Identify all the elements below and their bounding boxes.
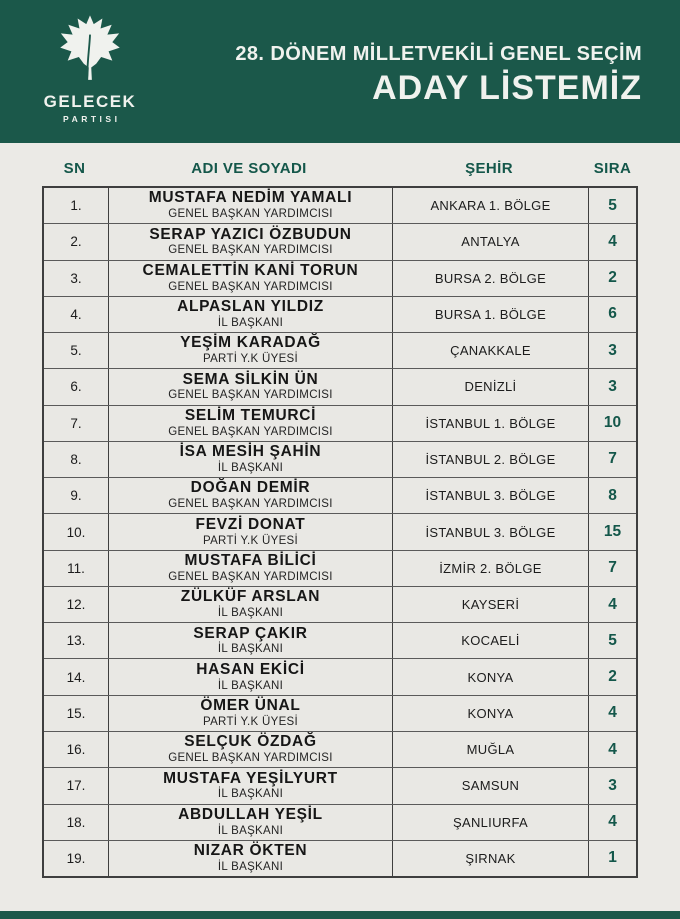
candidate-name: HASAN EKİCİ bbox=[196, 660, 305, 678]
candidate-cell bbox=[109, 659, 393, 694]
candidate-cell bbox=[109, 732, 393, 767]
sn-cell: 4. bbox=[44, 297, 109, 332]
sn-cell: 12. bbox=[44, 587, 109, 622]
table-row bbox=[44, 587, 636, 623]
sn-cell: 6. bbox=[44, 369, 109, 404]
sn-cell: 17. bbox=[44, 768, 109, 803]
candidate-name: ALPASLAN YILDIZ bbox=[177, 298, 324, 316]
table-row bbox=[44, 369, 636, 405]
order-cell: 8 bbox=[608, 486, 617, 504]
candidate-cell bbox=[109, 261, 393, 296]
city-cell: İSTANBUL 3. BÖLGE bbox=[393, 514, 589, 549]
candidate-title: GENEL BAŞKAN YARDIMCISI bbox=[168, 570, 333, 583]
sn-cell: 14. bbox=[44, 659, 109, 694]
sn-cell: 18. bbox=[44, 805, 109, 840]
city-cell: İSTANBUL 3. BÖLGE bbox=[393, 478, 589, 513]
candidate-cell bbox=[109, 442, 393, 477]
candidate-title: PARTİ Y.K ÜYESİ bbox=[202, 534, 299, 547]
candidate-name: ÖMER ÜNAL bbox=[200, 697, 301, 715]
header-banner bbox=[0, 0, 680, 143]
candidate-cell bbox=[109, 478, 393, 513]
column-header-sn: SN bbox=[63, 159, 86, 177]
table-row bbox=[44, 188, 636, 224]
candidate-title: GENEL BAŞKAN YARDIMCISI bbox=[168, 280, 333, 293]
candidate-cell bbox=[109, 224, 393, 259]
candidate-table bbox=[42, 186, 638, 878]
sn-cell: 11. bbox=[44, 551, 109, 586]
city-cell: MUĞLA bbox=[393, 732, 589, 767]
order-cell: 3 bbox=[608, 377, 617, 395]
city-cell: SAMSUN bbox=[393, 768, 589, 803]
sn-cell: 10. bbox=[44, 514, 109, 549]
order-cell: 7 bbox=[608, 450, 617, 468]
candidate-title: İL BAŞKANI bbox=[217, 316, 284, 329]
order-cell: 10 bbox=[603, 414, 622, 432]
order-cell: 2 bbox=[608, 668, 617, 686]
city-cell: ÇANAKKALE bbox=[393, 333, 589, 368]
city-cell: ŞIRNAK bbox=[393, 841, 589, 876]
title-line1: 28. DÖNEM MİLLETVEKİLİ GENEL SEÇİM bbox=[235, 43, 642, 65]
sn-cell: 2. bbox=[44, 224, 109, 259]
order-cell: 5 bbox=[608, 631, 617, 649]
city-cell: İZMİR 2. BÖLGE bbox=[393, 551, 589, 586]
column-header-sira: SIRA bbox=[593, 159, 632, 177]
sn-cell: 16. bbox=[44, 732, 109, 767]
candidate-name: MUSTAFA NEDİM YAMALI bbox=[148, 189, 353, 207]
candidate-name: SERAP YAZICI ÖZBUDUN bbox=[149, 225, 352, 243]
order-cell: 4 bbox=[608, 232, 617, 250]
candidate-cell bbox=[109, 406, 393, 441]
table-row bbox=[44, 333, 636, 369]
candidate-title: İL BAŞKANI bbox=[217, 607, 284, 620]
city-cell: KOCAELİ bbox=[393, 623, 589, 658]
city-cell: ŞANLIURFA bbox=[393, 805, 589, 840]
candidate-cell bbox=[109, 514, 393, 549]
table-row bbox=[44, 805, 636, 841]
order-cell: 3 bbox=[608, 776, 617, 794]
candidate-cell bbox=[109, 188, 393, 223]
city-cell: KONYA bbox=[393, 659, 589, 694]
city-cell: İSTANBUL 1. BÖLGE bbox=[393, 406, 589, 441]
table-row bbox=[44, 659, 636, 695]
city-cell: İSTANBUL 2. BÖLGE bbox=[393, 442, 589, 477]
candidate-title: İL BAŞKANI bbox=[217, 462, 284, 474]
title-line2: ADAY LİSTEMİZ bbox=[372, 69, 642, 107]
candidate-title: İL BAŞKANI bbox=[217, 824, 284, 837]
candidate-name: MUSTAFA BİLİCİ bbox=[184, 551, 317, 569]
sn-cell: 9. bbox=[44, 478, 109, 513]
order-cell: 4 bbox=[608, 704, 617, 722]
table-row bbox=[44, 261, 636, 297]
order-cell: 6 bbox=[608, 305, 617, 323]
candidate-name: NIZAR ÖKTEN bbox=[193, 842, 308, 860]
table-row bbox=[44, 551, 636, 587]
order-cell: 7 bbox=[608, 559, 617, 577]
table-row bbox=[44, 406, 636, 442]
order-cell: 3 bbox=[608, 341, 617, 359]
table-row bbox=[44, 623, 636, 659]
sn-cell: 15. bbox=[44, 696, 109, 731]
sn-cell: 5. bbox=[44, 333, 109, 368]
candidate-title: GENEL BAŞKAN YARDIMCISI bbox=[168, 208, 333, 221]
candidate-title: GENEL BAŞKAN YARDIMCISI bbox=[168, 752, 333, 765]
table-row bbox=[44, 478, 636, 514]
table-row bbox=[44, 768, 636, 804]
table-row bbox=[44, 841, 636, 876]
sn-cell: 8. bbox=[44, 442, 109, 477]
column-header-city: ŞEHİR bbox=[465, 159, 513, 177]
candidate-cell bbox=[109, 841, 393, 876]
party-subtitle: PARTISI bbox=[63, 113, 121, 124]
order-cell: 5 bbox=[608, 196, 617, 214]
sn-cell: 13. bbox=[44, 623, 109, 658]
candidate-cell bbox=[109, 696, 393, 731]
candidate-cell bbox=[109, 369, 393, 404]
candidate-name: DOĞAN DEMİR bbox=[190, 479, 311, 497]
candidate-cell bbox=[109, 297, 393, 332]
candidate-name: YEŞİM KARADAĞ bbox=[180, 334, 321, 352]
candidate-cell bbox=[109, 333, 393, 368]
candidate-name: ABDULLAH YEŞİL bbox=[178, 805, 323, 823]
party-logo bbox=[30, 14, 150, 124]
sn-cell: 7. bbox=[44, 406, 109, 441]
candidate-title: GENEL BAŞKAN YARDIMCISI bbox=[168, 498, 333, 511]
candidate-title: GENEL BAŞKAN YARDIMCISI bbox=[168, 244, 333, 257]
candidate-name: FEVZİ DONAT bbox=[195, 515, 306, 533]
candidate-title: İL BAŞKANI bbox=[217, 679, 284, 692]
candidate-name: MUSTAFA YEŞİLYURT bbox=[163, 769, 338, 787]
candidate-title: GENEL BAŞKAN YARDIMCISI bbox=[168, 389, 333, 402]
candidate-name: CEMALETTİN KANİ TORUN bbox=[142, 261, 359, 279]
candidate-cell bbox=[109, 623, 393, 658]
candidate-cell bbox=[109, 805, 393, 840]
table-row bbox=[44, 442, 636, 478]
candidate-title: İL BAŞKANI bbox=[217, 643, 284, 656]
order-cell: 15 bbox=[603, 523, 622, 541]
candidate-name: İSA MESİH ŞAHİN bbox=[179, 443, 322, 461]
table-row bbox=[44, 732, 636, 768]
order-cell: 4 bbox=[608, 813, 617, 831]
city-cell: BURSA 2. BÖLGE bbox=[393, 261, 589, 296]
city-cell: KONYA bbox=[393, 696, 589, 731]
candidate-name: SERAP ÇAKIR bbox=[193, 624, 308, 642]
candidate-title: PARTİ Y.K ÜYESİ bbox=[202, 715, 299, 728]
city-cell: DENİZLİ bbox=[393, 369, 589, 404]
table-row bbox=[44, 514, 636, 550]
table-row bbox=[44, 224, 636, 260]
order-cell: 1 bbox=[608, 849, 617, 867]
candidate-cell bbox=[109, 551, 393, 586]
candidate-name: SEMA SİLKİN ÜN bbox=[182, 370, 319, 388]
city-cell: ANTALYA bbox=[393, 224, 589, 259]
candidate-cell bbox=[109, 768, 393, 803]
footer-bar bbox=[0, 911, 680, 919]
city-cell: BURSA 1. BÖLGE bbox=[393, 297, 589, 332]
candidate-name: SELÇUK ÖZDAĞ bbox=[184, 733, 317, 751]
sn-cell: 3. bbox=[44, 261, 109, 296]
order-cell: 2 bbox=[608, 269, 617, 287]
candidate-name: SELİM TEMURCİ bbox=[184, 406, 317, 424]
sn-cell: 1. bbox=[44, 188, 109, 223]
page-title bbox=[235, 42, 642, 108]
order-cell: 4 bbox=[608, 740, 617, 758]
city-cell: KAYSERİ bbox=[393, 587, 589, 622]
order-cell: 4 bbox=[608, 595, 617, 613]
table-row bbox=[44, 297, 636, 333]
candidate-title: GENEL BAŞKAN YARDIMCISI bbox=[168, 425, 333, 438]
candidate-title: PARTİ Y.K ÜYESİ bbox=[202, 353, 299, 366]
column-header-name: ADI VE SOYADI bbox=[191, 159, 307, 177]
table-row bbox=[44, 696, 636, 732]
party-name: GELECEK bbox=[43, 92, 137, 111]
candidate-title: İL BAŞKANI bbox=[217, 788, 284, 801]
candidate-title: İL BAŞKANI bbox=[217, 860, 284, 873]
table-column-headers bbox=[42, 152, 638, 184]
candidate-cell bbox=[109, 587, 393, 622]
leaf-icon bbox=[59, 14, 121, 90]
candidate-name: ZÜLKÜF ARSLAN bbox=[180, 588, 321, 606]
sn-cell: 19. bbox=[44, 841, 109, 876]
city-cell: ANKARA 1. BÖLGE bbox=[393, 188, 589, 223]
